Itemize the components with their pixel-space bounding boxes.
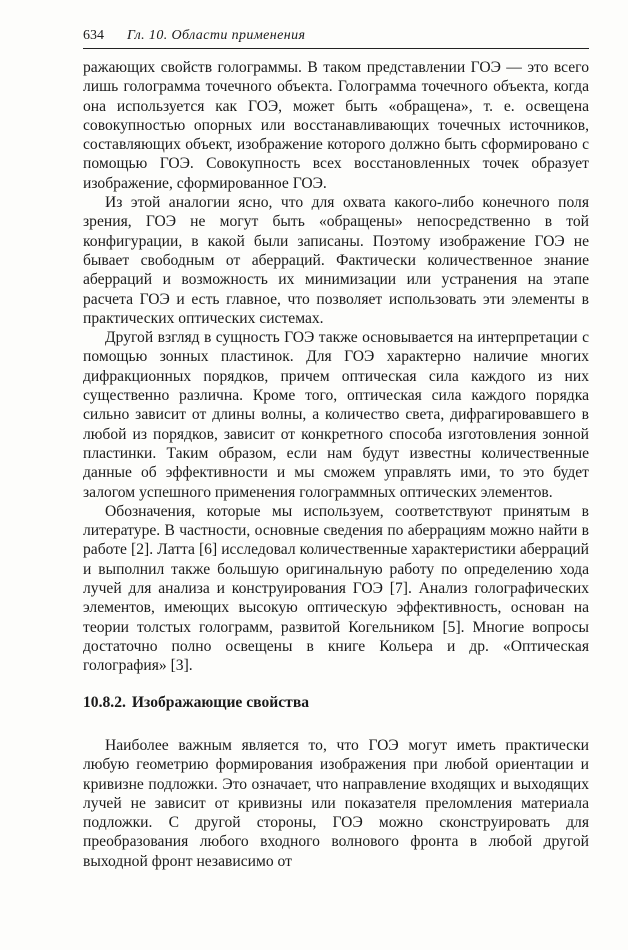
section-heading <box>83 693 589 713</box>
chapter-title: Гл. 10. Области применения <box>127 28 306 43</box>
paragraph-continued: ражающих свойств голограммы. В таком представлении ГОЭ — это всего лишь голограмма точечного объекта. Голограмма точечного объекта, когда она используется как ГОЭ, может быть «обращена», т. е. освещена совокупностью опорных или восстанавливающих точечных источников, составляющих объект, изображение которого должно быть сформировано с помощью ГОЭ. Совокупность всех восстановленных точек образует изображение, сформированное ГОЭ. <box>83 59 589 192</box>
paragraph: Другой взгляд в сущность ГОЭ также основывается на интерпретации с помощью зонных пластинок. Для ГОЭ характерно наличие многих дифракционных порядков, причем оптическая сила каждого из них существенно различна. Кроме того, оптическая сила каждого порядка сильно зависит от длины волны, а количество света, дифрагировавшего в любой из порядков, зависит от конкретного способа изготовления зонной пластинки. Таким образом, если нам будут известны количественные данные об эффективности и мы сможем управлять ими, то это будет залогом успешного применения голограммных оптических элементов. <box>83 329 589 501</box>
paragraph: Наиболее важным является то, что ГОЭ могут иметь практически любую геометрию формирования изображения при любой ориентации и кривизне подложки. Это означает, что направление входящих и выходящих лучей не зависит от кривизны или показателя преломления материала подложки. С другой стороны, ГОЭ можно сконструировать для преобразования любого входного волнового фронта в любой другой выходной фронт независимо от <box>83 737 589 870</box>
running-head <box>83 26 589 49</box>
page-number: 634 <box>83 28 104 43</box>
paragraph: Из этой аналогии ясно, что для охвата какого-либо конечного поля зрения, ГОЭ не могут быть «обращены» непосредственно в той конфигурации, в какой были записаны. Поэтому изображение ГОЭ не бывает свободным от аберраций. Фактически количественное знание аберраций и возможность их минимизации или устранения на этапе расчета ГОЭ и есть главное, что позволяет использовать эти элементы в практических оптических системах. <box>83 194 589 327</box>
section-title: Изображающие свойства <box>131 694 310 711</box>
section-text <box>83 736 589 871</box>
body-text <box>83 58 589 676</box>
paragraph: Обозначения, которые мы используем, соответствуют принятым в литературе. В частности, основные сведения по аберрациям можно найти в работе [2]. Латта [6] исследовал количественные характеристики аберраций и выполнил также большую оригинальную работу по определению хода лучей для анализа и конструирования ГОЭ [7]. Анализ голографических элементов, имеющих высокую оптическую эффективность, основан на теории толстых голограмм, развитой Когельником [5]. Многие вопросы достаточно полно освещены в книге Кольера и др. «Оптическая голография» [3]. <box>83 502 589 675</box>
section-number: 10.8.2. <box>83 694 126 711</box>
